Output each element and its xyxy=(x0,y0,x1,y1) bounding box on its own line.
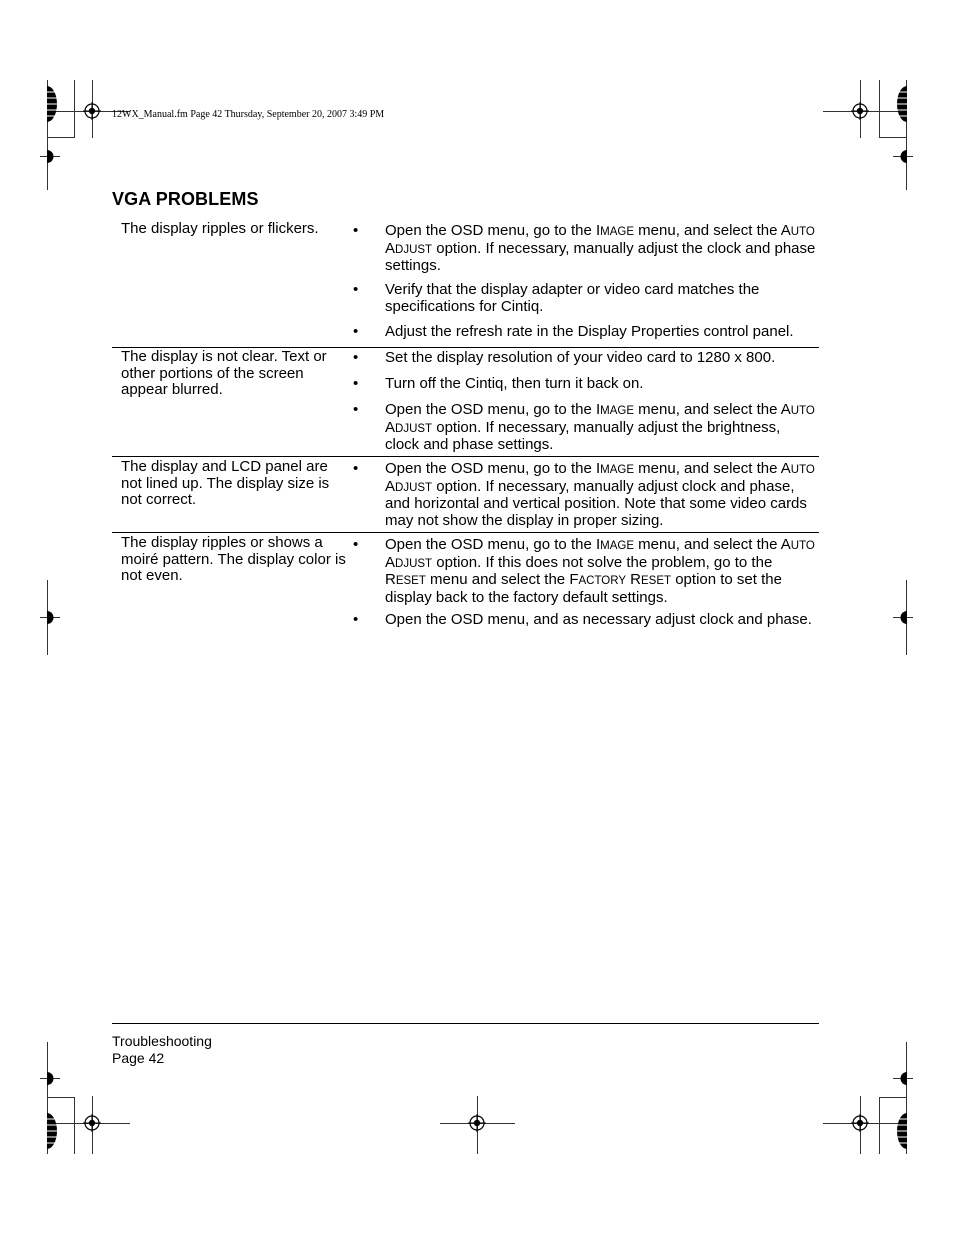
registration-mark-icon xyxy=(468,1114,486,1132)
crop-mark xyxy=(47,1097,75,1098)
solution-text: Adjust the refresh rate in the Display Properties control panel. xyxy=(385,323,794,340)
file-info-header: 12WX_Manual.fm Page 42 Thursday, September 20, 2007 3:49 PM xyxy=(112,109,385,120)
table-row xyxy=(112,456,819,532)
crop-mark xyxy=(879,1097,880,1154)
crop-mark xyxy=(879,80,880,137)
registration-mark-icon xyxy=(47,1072,55,1085)
color-bar-icon xyxy=(897,1113,907,1149)
solution-text: Set the display resolution of your video card to 1280 x 800. xyxy=(385,349,776,366)
crop-mark xyxy=(879,137,907,138)
footer-divider xyxy=(112,1023,819,1024)
bullet-icon: • xyxy=(353,281,359,298)
registration-mark-icon xyxy=(899,150,907,163)
registration-mark-icon xyxy=(851,1114,869,1132)
solution-text: Open the OSD menu, go to the IMAGE menu, and select the AUTO ADJUST option. If necessary, manually adjust clock and phase, and horizontal and vertical position. Note that some video cards may not show the display in proper sizing. xyxy=(385,460,815,530)
solution-text: Verify that the display adapter or video card matches the specifications for Cintiq. xyxy=(385,281,760,315)
bullet-icon: • xyxy=(353,349,359,366)
registration-mark-icon xyxy=(47,150,55,163)
registration-mark-icon xyxy=(47,611,55,624)
registration-mark-icon xyxy=(899,611,907,624)
solution-text: Open the OSD menu, go to the IMAGE menu, and select the AUTO ADJUST option. If necessary, manually adjust the brightness, clock and phase settings. xyxy=(385,401,815,454)
registration-mark-icon xyxy=(83,102,101,120)
table-row xyxy=(112,532,819,653)
crop-mark xyxy=(74,1097,75,1154)
bullet-icon: • xyxy=(353,536,359,553)
bullet-icon: • xyxy=(353,401,359,418)
crop-mark xyxy=(74,80,75,137)
crop-mark xyxy=(47,137,75,138)
color-bar-icon xyxy=(47,1113,57,1149)
registration-mark-icon xyxy=(899,1072,907,1085)
registration-mark-icon xyxy=(851,102,869,120)
bullet-icon: • xyxy=(353,611,359,628)
registration-mark-icon xyxy=(83,1114,101,1132)
solution-text: Open the OSD menu, go to the IMAGE menu, and select the AUTO ADJUST option. If this does not solve the problem, go to the RESET menu and select the FACTORY RESET option to set the display back to the factory default settings. xyxy=(385,536,815,607)
solution-text: Open the OSD menu, go to the IMAGE menu, and select the AUTO ADJUST option. If necessary, manually adjust the clock and phase settings. xyxy=(385,222,816,275)
bullet-icon: • xyxy=(353,323,359,340)
bullet-icon: • xyxy=(353,375,359,392)
problem-description: The display ripples or shows a moiré pattern. The display color is not even. xyxy=(121,534,346,585)
footer-page-number: Page 42 xyxy=(112,1050,165,1066)
bullet-icon: • xyxy=(353,460,359,477)
color-bar-icon xyxy=(47,86,57,122)
section-title: VGA PROBLEMS xyxy=(112,189,259,209)
color-bar-icon xyxy=(897,86,907,122)
problem-description: The display ripples or flickers. xyxy=(121,220,319,237)
bullet-icon: • xyxy=(353,222,359,239)
problem-description: The display is not clear. Text or other portions of the screen appear blurred. xyxy=(121,348,327,399)
crop-mark xyxy=(879,1097,907,1098)
problem-description: The display and LCD panel are not lined up. The display size is not correct. xyxy=(121,458,330,509)
solution-text: Open the OSD menu, and as necessary adjust clock and phase. xyxy=(385,611,812,628)
footer-section-name: Troubleshooting xyxy=(112,1033,212,1049)
solution-text: Turn off the Cintiq, then turn it back on. xyxy=(385,375,644,392)
table-row xyxy=(112,221,819,347)
table-row xyxy=(112,347,819,456)
